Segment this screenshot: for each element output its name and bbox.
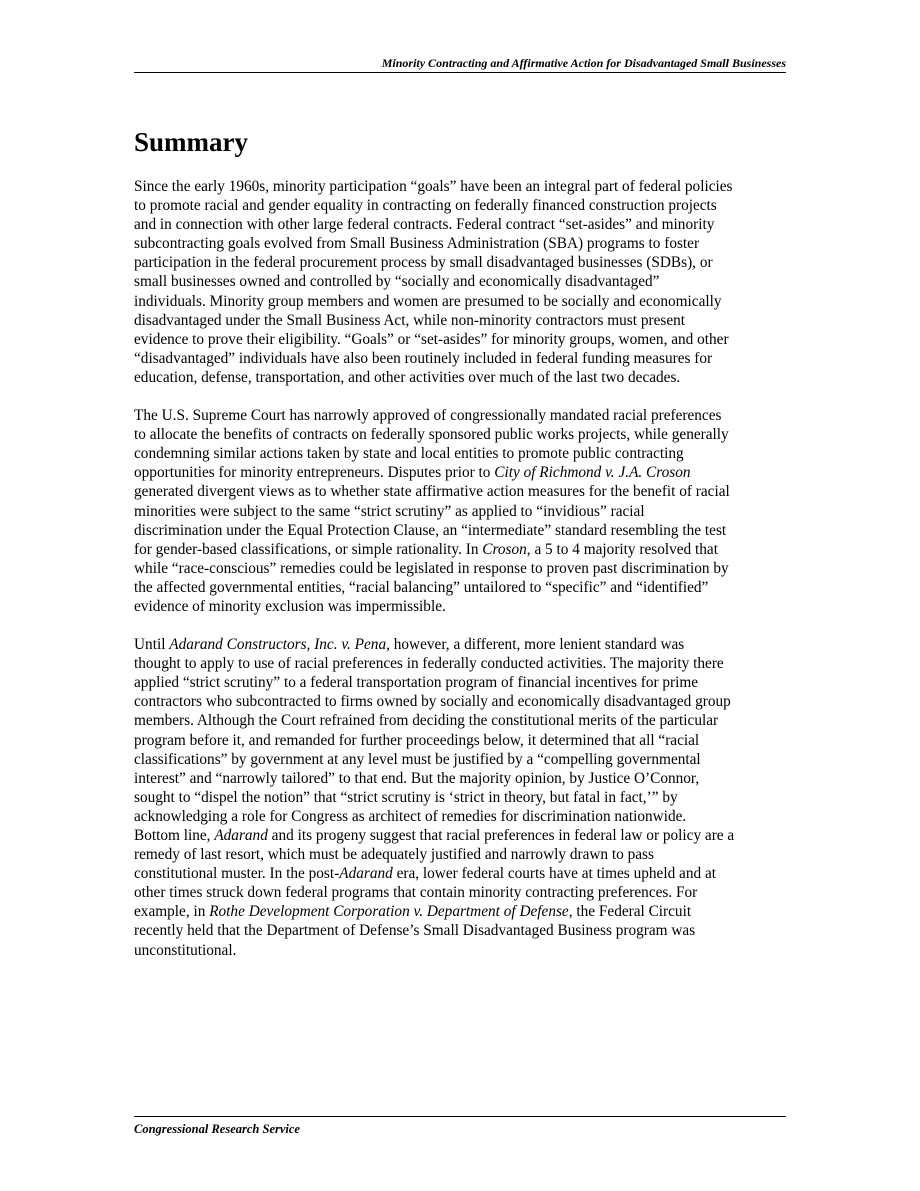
text-line (134, 292, 794, 311)
text-segment: “disadvantaged” individuals have also been routinely included in federal funding measures for (134, 349, 713, 367)
text-segment: recently held that the Department of Defense’s Small Disadvantaged Business program was (134, 922, 696, 940)
text-line (134, 559, 794, 578)
text-line (134, 234, 794, 253)
text-segment: evidence of minority exclusion was impermissible. (134, 597, 446, 615)
text-line (134, 330, 794, 349)
text-line (134, 635, 794, 654)
text-line (134, 177, 794, 196)
text-segment: unconstitutional. (134, 941, 237, 959)
text-line (134, 253, 794, 272)
case-name: Adarand (214, 827, 268, 844)
text-segment: participation in the federal procurement process by small disadvantaged businesses (SDBs), or (134, 254, 713, 272)
text-segment: remedy of last resort, which must be adequately justified and narrowly drawn to pass (134, 846, 654, 864)
text-segment: condemning similar actions taken by state and local entities to promote public contracting (134, 445, 684, 463)
text-segment: and its progeny suggest that racial preferences in federal law or policy are a (267, 827, 735, 844)
text-segment: individuals. Minority group members and women are presumed to be socially and economically (134, 292, 722, 310)
text-segment: to allocate the benefits of contracts on federally sponsored public works projects, while generally (134, 426, 729, 444)
text-segment: for gender-based classifications, or simple rationality. In (134, 540, 483, 558)
text-line (134, 883, 794, 902)
case-name: Adarand Constructors, Inc. v. Pena (169, 636, 387, 654)
footer-rule (134, 1116, 786, 1117)
text-segment: contractors who subcontracted to firms owned by socially and economically disadvantaged group (134, 693, 731, 711)
case-name: City of Richmond v. J.A. Croson (494, 464, 691, 482)
text-segment: generated divergent views as to whether state affirmative action measures for the benefit of racial (134, 483, 730, 501)
text-segment: to promote racial and gender equality in contracting on federally financed construction projects (134, 197, 717, 215)
text-segment: discrimination under the Equal Protection Clause, an “intermediate” standard resembling the test (134, 521, 727, 539)
text-line (134, 826, 794, 845)
text-segment: , the Federal Circuit (568, 903, 692, 921)
text-segment: constitutional muster. In the post- (134, 865, 340, 883)
text-line (134, 311, 794, 330)
text-segment: opportunities for minority entrepreneurs. Disputes prior to (134, 464, 495, 482)
text-line (134, 196, 794, 215)
text-segment: example, in (134, 903, 210, 921)
text-segment: , a 5 to 4 majority resolved that (526, 540, 718, 558)
text-segment: acknowledging a role for Congress as architect of remedies for discrimination nationwide. (134, 807, 687, 825)
case-name: Croson (482, 540, 527, 558)
text-line (134, 864, 794, 883)
text-segment: classifications” by government at any level must be justified by a “compelling governmental (134, 750, 701, 768)
text-line (134, 349, 794, 368)
text-line (134, 215, 794, 234)
text-segment: the affected governmental entities, “racial balancing” untailored to “specific” and “identified” (134, 578, 709, 596)
case-name: Adarand (339, 865, 393, 883)
text-line (134, 902, 794, 921)
text-line (134, 654, 794, 673)
text-line (134, 769, 794, 788)
body-paragraph (134, 177, 794, 387)
case-name: Rothe Development Corporation v. Department of Defense (209, 903, 569, 921)
text-segment: applied “strict scrutiny” to a federal transportation program of financial incentives for prime (134, 674, 699, 692)
text-segment: era, lower federal courts have at times upheld and at (392, 865, 716, 883)
text-line (134, 807, 794, 826)
text-line (134, 788, 794, 807)
text-segment: The U.S. Supreme Court has narrowly approved of congressionally mandated racial preferences (134, 407, 722, 425)
text-segment: Until (134, 636, 170, 654)
text-line (134, 711, 794, 730)
text-segment: education, defense, transportation, and other activities over much of the last two decades. (134, 368, 681, 386)
text-segment: members. Although the Court refrained from deciding the constitutional merits of the particular (134, 712, 719, 730)
text-line (134, 540, 794, 559)
text-line (134, 731, 794, 750)
text-line (134, 368, 794, 387)
text-line (134, 673, 794, 692)
text-line (134, 845, 794, 864)
text-segment: minorities were subject to the same “strict scrutiny” as applied to “invidious” racial (134, 502, 645, 520)
running-footer: Congressional Research Service (134, 1122, 300, 1136)
text-segment: and in connection with other large federal contracts. Federal contract “set-asides” and minority (134, 216, 715, 234)
text-line (134, 425, 794, 444)
text-line (134, 921, 794, 940)
text-segment: disadvantaged under the Small Business Act, while non-minority contractors must present (134, 311, 686, 329)
running-header: Minority Contracting and Affirmative Action for Disadvantaged Small Businesses (381, 56, 786, 70)
body-paragraph (134, 635, 794, 960)
text-line (134, 750, 794, 769)
page-title: Summary (134, 127, 248, 157)
text-line (134, 941, 794, 960)
text-segment: other times struck down federal programs that contain minority contracting preferences. For (134, 884, 698, 902)
text-segment: thought to apply to use of racial preferences in federally conducted activities. The majority there (134, 655, 724, 673)
text-line (134, 406, 794, 425)
text-segment: subcontracting goals evolved from Small Business Administration (SBA) programs to foster (134, 235, 700, 253)
text-segment: Bottom line, (134, 827, 215, 844)
body-paragraph (134, 406, 794, 616)
text-segment: Since the early 1960s, minority participation “goals” have been an integral part of federal policies (134, 178, 733, 195)
text-line (134, 692, 794, 711)
text-line (134, 502, 794, 521)
text-line (134, 482, 794, 501)
header-rule (134, 72, 786, 73)
text-line (134, 597, 794, 616)
text-segment: program before it, and remanded for further proceedings below, it determined that all “racial (134, 731, 700, 749)
text-segment: evidence to prove their eligibility. “Goals” or “set-asides” for minority groups, women, and other (134, 330, 729, 348)
text-segment: sought to “dispel the notion” that “strict scrutiny is ‘strict in theory, but fatal in fact,’” by (134, 788, 678, 806)
text-line (134, 521, 794, 540)
text-segment: interest” and “narrowly tailored” to that end. But the majority opinion, by Justice O’Connor, (134, 769, 700, 787)
text-segment: while “race-conscious” remedies could be legislated in response to proven past discrimination by (134, 559, 729, 577)
summary-body (134, 177, 794, 979)
text-line (134, 272, 794, 291)
text-line (134, 463, 794, 482)
text-line (134, 578, 794, 597)
text-line (134, 444, 794, 463)
text-segment: , however, a different, more lenient standard was (386, 636, 685, 654)
text-segment: small businesses owned and controlled by “socially and economically disadvantaged” (134, 273, 660, 291)
